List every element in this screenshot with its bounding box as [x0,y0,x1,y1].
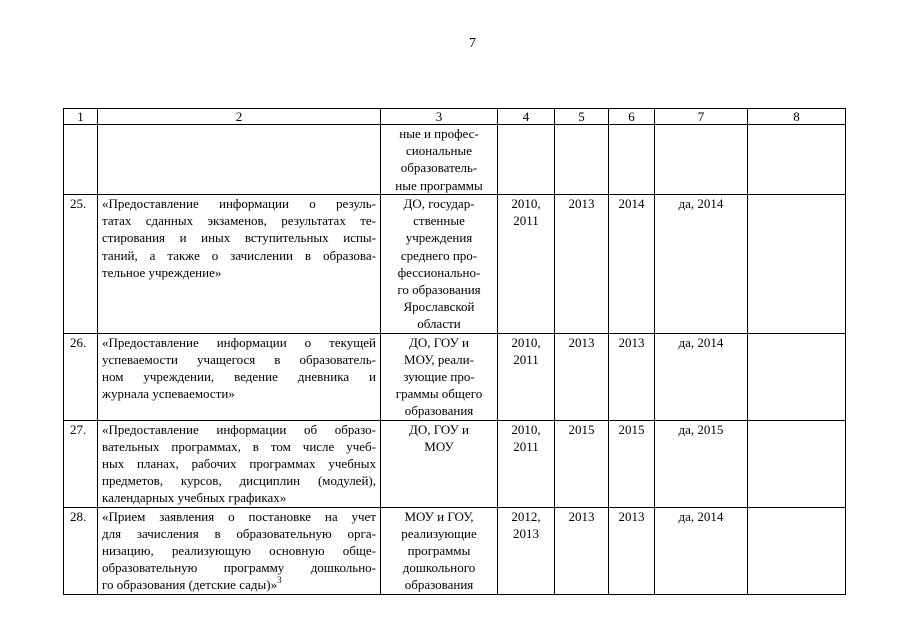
cell-col4 [498,507,555,594]
text-line: вательных программах, в том числе учеб- [102,438,376,454]
text-line: «Предоставление информации об образо- [102,421,376,437]
table-row [64,333,846,420]
table-row [64,507,846,594]
cell-col5: 2015 [555,420,609,507]
cell-col8 [748,125,846,195]
text-line: сиональные [406,143,472,159]
text-line: образования [404,403,474,419]
cell-col6: 2014 [609,195,655,334]
header-cell: 4 [498,109,555,125]
header-cell: 3 [381,109,498,125]
cell-col6: 2015 [609,420,655,507]
text-line: таний, а также о зачислении в образова- [102,247,376,263]
text-line: среднего про- [400,247,478,263]
text-line: ные программы [395,177,483,193]
text-line: ственные [413,213,465,229]
text-line: ных планах, рабочих программах учебных [102,456,376,472]
text-line: журнала успеваемости» [102,386,235,402]
table-row-continuation [64,125,846,195]
text-line: календарных учебных графиках» [102,490,287,506]
header-cell: 5 [555,109,609,125]
text-line: ном учреждении, ведение дневника и [102,369,376,385]
cell-col5: 2013 [555,507,609,594]
cell-col6 [609,125,655,195]
header-cell: 6 [609,109,655,125]
text-line: успеваемости учащегося в образователь- [102,351,376,367]
cell-number: 27. [64,420,98,507]
cell-col5: 2013 [555,195,609,334]
cell-col4 [498,420,555,507]
cell-col8 [748,333,846,420]
text-line: 2013 [513,525,539,541]
text-line: татах сданных экзаменов, результатах те- [102,213,376,229]
cell-col7: да, 2014 [655,195,748,334]
cell-number: 26. [64,333,98,420]
text-line: 2011 [513,351,539,367]
text-line: ДО, государ- [403,196,475,211]
text-line: МОУ и ГОУ, [404,508,474,524]
text-line: области [417,316,461,332]
cell-col8 [748,195,846,334]
cell-service [98,125,381,195]
cell-number: 25. [64,195,98,334]
text-line: Ярославской [403,299,475,315]
text-line: 2010, [511,334,541,350]
text-line: предметов, курсов, дисциплин (модулей), [102,473,376,489]
header-cell: 2 [98,109,381,125]
text-line: 2010, [511,421,541,437]
cell-col4 [498,195,555,334]
cell-col7: да, 2014 [655,507,748,594]
text-line: граммы общего [395,386,483,402]
cell-col5: 2013 [555,333,609,420]
text-line: ные и профес- [399,126,479,141]
text-line: «Предоставление информации о резуль- [102,196,376,211]
text-line: 2011 [513,438,539,454]
text-line: образовательную программу дошкольно- [102,560,376,576]
cell-executors [381,195,498,334]
footnote-mark: 3 [277,575,282,586]
cell-col8 [748,420,846,507]
text-line: образования [404,577,474,593]
cell-executors [381,125,498,195]
header-cell: 8 [748,109,846,125]
cell-col6: 2013 [609,333,655,420]
text-line: МОУ, реали- [404,351,474,367]
cell-col7 [655,125,748,195]
cell-service [98,333,381,420]
text-line: ДО, ГОУ и [408,421,470,437]
text-line: низацию, реализующую основную обще- [102,543,376,559]
cell-col8 [748,507,846,594]
text-line: зующие про- [403,369,475,385]
table-row [64,195,846,334]
page-number: 7 [469,36,476,51]
services-table [63,108,846,595]
text-line: тельное учреждение» [102,264,222,280]
text-line: 2011 [513,213,539,229]
text-line: учреждения [405,230,473,246]
cell-service [98,507,381,594]
cell-executors [381,333,498,420]
text-line: 2012, [511,508,541,524]
text-line: фессионально- [397,264,481,280]
text-line: «Предоставление информации о текущей [102,334,376,350]
text-line: МОУ [424,438,454,454]
text-line [102,576,376,593]
text-line: «Прием заявления о постановке на учет [102,508,376,524]
header-row [64,109,846,125]
cell-col7: да, 2015 [655,420,748,507]
table-row [64,420,846,507]
text-line: дошкольного [402,560,476,576]
cell-col5 [555,125,609,195]
cell-number [64,125,98,195]
text-line: ДО, ГОУ и [408,334,470,350]
cell-service [98,195,381,334]
cell-col4 [498,333,555,420]
header-cell: 1 [64,109,98,125]
text-line: стирования и иных вступительных испы- [102,230,376,246]
text-line: образователь- [400,160,478,176]
text-line-content: го образования (детские сады)» [102,577,278,593]
text-line: 2010, [511,196,541,211]
cell-col7: да, 2014 [655,333,748,420]
cell-executors [381,507,498,594]
text-line: го образования [397,282,481,298]
cell-number: 28. [64,507,98,594]
text-line: реализующие [401,525,477,541]
cell-col4 [498,125,555,195]
cell-executors [381,420,498,507]
header-cell: 7 [655,109,748,125]
text-line: для зачисления в образовательную орга- [102,525,376,541]
text-line: программы [407,543,471,559]
cell-service [98,420,381,507]
cell-col6: 2013 [609,507,655,594]
